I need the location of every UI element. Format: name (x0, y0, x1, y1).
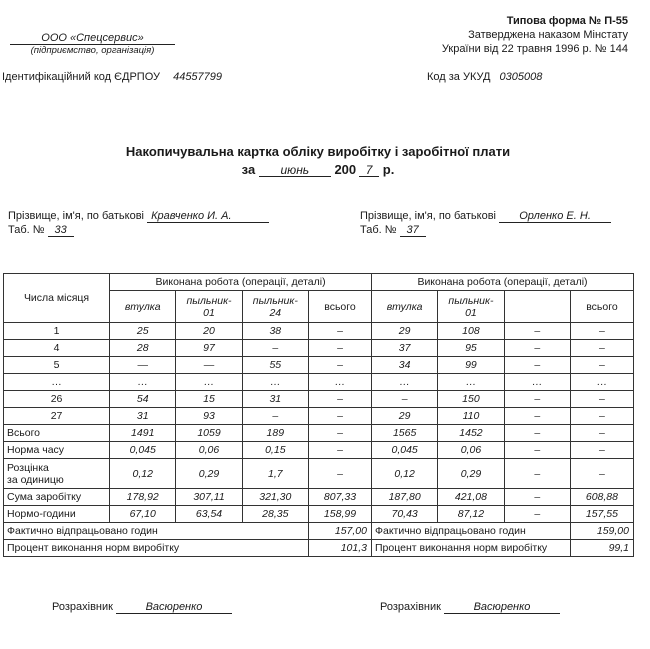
cell: 187,80 (372, 489, 438, 506)
cell: … (110, 374, 176, 391)
cell: 31 (242, 391, 308, 408)
tab-label: Таб. № (360, 224, 397, 236)
cell: — (110, 357, 176, 374)
cell: … (504, 374, 570, 391)
company-name: ООО «Спецсервис» (10, 32, 175, 45)
cell: – (504, 442, 570, 459)
work-header-left: Виконана робота (операції, деталі) (110, 274, 372, 291)
col-header-left-1: пыльник- 01 (176, 291, 242, 323)
cell: – (570, 408, 633, 425)
tab-label: Таб. № (8, 224, 45, 236)
footer-left-signature: Васюренко (116, 601, 232, 614)
cell: … (372, 374, 438, 391)
cell: 158,99 (308, 506, 371, 523)
cell: 15 (176, 391, 242, 408)
cell: 31 (110, 408, 176, 425)
form-title: Типова форма № П-55 (506, 15, 628, 27)
ukud (427, 71, 542, 83)
cell: 54 (110, 391, 176, 408)
cell: 20 (176, 323, 242, 340)
days-header: Числа місяця (4, 274, 110, 323)
cell: 29 (372, 323, 438, 340)
cell: … (176, 374, 242, 391)
col-header-left-3: всього (308, 291, 371, 323)
cell: 0,29 (438, 459, 504, 489)
table-row (4, 391, 634, 408)
page-subtitle (0, 162, 636, 177)
cell: 608,88 (570, 489, 633, 506)
col-header-right-0: втулка (372, 291, 438, 323)
cell: — (176, 357, 242, 374)
cell: … (570, 374, 633, 391)
cell: – (242, 408, 308, 425)
actual-hours-row-value-left: 157,00 (308, 523, 371, 540)
ukud-value: 0305008 (499, 71, 543, 83)
title-month: июнь (259, 164, 331, 177)
cell: – (308, 408, 371, 425)
title-za: за (241, 162, 256, 177)
cell: 321,30 (242, 489, 308, 506)
row-label: … (4, 374, 110, 391)
cell: 110 (438, 408, 504, 425)
cell: 28,35 (242, 506, 308, 523)
actual-hours-row-value-right: 159,00 (570, 523, 633, 540)
cell: 0,045 (110, 442, 176, 459)
cell: 29 (372, 408, 438, 425)
cell: 150 (438, 391, 504, 408)
cell: – (308, 459, 371, 489)
title-year-digit: 7 (359, 164, 379, 177)
cell: 87,12 (438, 506, 504, 523)
cell: 189 (242, 425, 308, 442)
cell: – (570, 459, 633, 489)
cell: 95 (438, 340, 504, 357)
cell: – (242, 340, 308, 357)
ukud-label: Код за УКУД (427, 71, 491, 83)
worker-right-tab-value: 37 (400, 224, 426, 237)
company-caption: (підприємство, організація) (30, 45, 155, 56)
cell: 38 (242, 323, 308, 340)
row-label: Нормо-години (4, 506, 110, 523)
norm-percent-row-value-left: 101,3 (308, 540, 371, 557)
cell: 93 (176, 408, 242, 425)
cell: 1452 (438, 425, 504, 442)
worker-right-tab (360, 224, 426, 237)
table-row (4, 323, 634, 340)
cell: 97 (176, 340, 242, 357)
cell: – (504, 408, 570, 425)
table-row (4, 442, 634, 459)
cell: 0,12 (372, 459, 438, 489)
table-row (4, 425, 634, 442)
title-year-suffix: р. (382, 162, 395, 177)
worker-right-name (360, 210, 611, 223)
row-label: 1 (4, 323, 110, 340)
cell: – (504, 357, 570, 374)
row-label: 26 (4, 391, 110, 408)
col-header-right-3: всього (570, 291, 633, 323)
cell: 0,045 (372, 442, 438, 459)
cell: – (504, 489, 570, 506)
table-row (4, 506, 634, 523)
actual-hours-row-label-right: Фактично відпрацьовано годин (372, 523, 571, 540)
table-row (4, 374, 634, 391)
cell: – (308, 357, 371, 374)
cell: 807,33 (308, 489, 371, 506)
col-header-right-2 (504, 291, 570, 323)
cell: – (504, 391, 570, 408)
norm-percent-row-label-left: Процент виконання норм виробітку (4, 540, 309, 557)
cell: 421,08 (438, 489, 504, 506)
cell: 34 (372, 357, 438, 374)
table-row (4, 357, 634, 374)
cell: – (308, 425, 371, 442)
table-row (4, 340, 634, 357)
col-header-left-0: втулка (110, 291, 176, 323)
table-row (4, 459, 634, 489)
footer-right (380, 601, 560, 614)
worker-left-name (8, 210, 269, 223)
cell: – (504, 459, 570, 489)
cell: – (504, 425, 570, 442)
cell: 70,43 (372, 506, 438, 523)
row-label: Розцінка за одиницю (4, 459, 110, 489)
worker-right-name-value: Орленко Е. Н. (499, 210, 611, 223)
table-row (4, 408, 634, 425)
title-year-prefix: 200 (334, 162, 357, 177)
cell: 99 (438, 357, 504, 374)
cell: 307,11 (176, 489, 242, 506)
cell: … (242, 374, 308, 391)
edrpou-label: Ідентифікаційний код ЄДРПОУ (2, 71, 161, 83)
col-header-right-1: пыльник- 01 (438, 291, 504, 323)
work-header-right: Виконана робота (операції, деталі) (372, 274, 634, 291)
cell: – (570, 391, 633, 408)
cell: 108 (438, 323, 504, 340)
row-label: 5 (4, 357, 110, 374)
cell: – (308, 391, 371, 408)
actual-hours-row (4, 523, 634, 540)
cell: 178,92 (110, 489, 176, 506)
cell: – (308, 442, 371, 459)
edrpou-value: 44557799 (173, 71, 223, 83)
footer-left-label: Розрахівник (52, 601, 113, 613)
name-label: Прізвище, ім'я, по батькові (360, 210, 496, 222)
norm-percent-row-label-right: Процент виконання норм виробітку (372, 540, 571, 557)
table-row (4, 489, 634, 506)
row-label: Всього (4, 425, 110, 442)
cell: – (372, 391, 438, 408)
col-header-left-2: пыльник- 24 (242, 291, 308, 323)
cell: 25 (110, 323, 176, 340)
cell: – (308, 323, 371, 340)
cell: 37 (372, 340, 438, 357)
worker-left-tab (8, 224, 74, 237)
norm-percent-row (4, 540, 634, 557)
cell: 1491 (110, 425, 176, 442)
worker-left-name-value: Кравченко И. А. (147, 210, 269, 223)
edrpou (2, 71, 222, 83)
row-label: 27 (4, 408, 110, 425)
cell: 1,7 (242, 459, 308, 489)
row-label: Норма часу (4, 442, 110, 459)
cell: 0,29 (176, 459, 242, 489)
earnings-table (3, 273, 634, 557)
cell: – (570, 323, 633, 340)
cell: 1565 (372, 425, 438, 442)
cell: – (504, 506, 570, 523)
cell: – (504, 340, 570, 357)
cell: 0,06 (176, 442, 242, 459)
norm-percent-row-value-right: 99,1 (570, 540, 633, 557)
row-label: Сума заробітку (4, 489, 110, 506)
page-title: Накопичувальна картка обліку виробітку і заробітної плати (125, 144, 511, 159)
cell: – (308, 340, 371, 357)
cell: – (570, 340, 633, 357)
cell: 0,06 (438, 442, 504, 459)
cell: 55 (242, 357, 308, 374)
cell: 0,12 (110, 459, 176, 489)
cell: 157,55 (570, 506, 633, 523)
footer-right-label: Розрахівник (380, 601, 441, 613)
name-label: Прізвище, ім'я, по батькові (8, 210, 144, 222)
cell: 67,10 (110, 506, 176, 523)
cell: – (570, 442, 633, 459)
approved-line-2: України від 22 травня 1996 р. № 144 (441, 43, 628, 55)
actual-hours-row-label-left: Фактично відпрацьовано годин (4, 523, 309, 540)
row-label: 4 (4, 340, 110, 357)
cell: … (308, 374, 371, 391)
footer-left (52, 601, 232, 614)
cell: 28 (110, 340, 176, 357)
cell: – (570, 425, 633, 442)
cell: 1059 (176, 425, 242, 442)
footer-right-signature: Васюренко (444, 601, 560, 614)
cell: – (570, 357, 633, 374)
cell: … (438, 374, 504, 391)
cell: – (504, 323, 570, 340)
cell: 63,54 (176, 506, 242, 523)
worker-left-tab-value: 33 (48, 224, 74, 237)
cell: 0,15 (242, 442, 308, 459)
approved-line-1: Затверджена наказом Мінстату (468, 29, 628, 41)
